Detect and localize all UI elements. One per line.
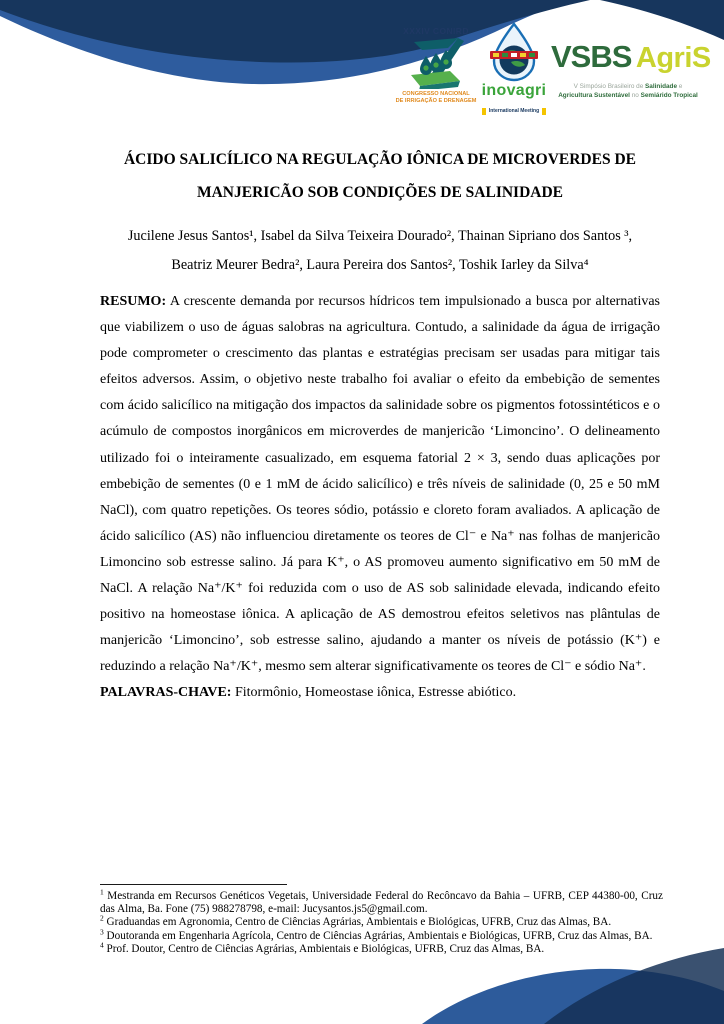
footnote-separator bbox=[100, 884, 287, 885]
inovagri-caption: International Meeting bbox=[482, 108, 546, 115]
abstract-section bbox=[100, 289, 660, 707]
inovagri-logo-icon bbox=[487, 22, 541, 82]
keywords-paragraph bbox=[100, 680, 660, 706]
authors-line1: Jucilene Jesus Santos¹, Isabel da Silva Teixeira Dourado², Thainan Sipriano dos Santos ³, bbox=[127, 228, 633, 244]
footnote-1-text: Mestranda em Recursos Genéticos Vegetais, Universidade Federal do Recôncavo da Bahia – UFRB, CEP 44380-00, Cruz das Alma, Ba. Fone (75) 988278798, e-mail: Jucysantos.js5@gmail.com. bbox=[100, 890, 663, 916]
footnote-4-text: Prof. Doutor, Centro de Ciências Agrárias, Ambientais e Biológicas, UFRB, Cruz das Almas, BA. bbox=[106, 942, 545, 955]
vsbs-subtitle bbox=[551, 83, 705, 100]
authors bbox=[100, 222, 660, 280]
paper-title-line1: ÁCIDO SALICÍLICO NA REGULAÇÃO IÔNICA DE MICROVERDES DE bbox=[123, 151, 636, 168]
inovagri-logo bbox=[467, 22, 561, 117]
footnote-3-text: Doutoranda em Engenharia Agrícola, Centro de Ciências Agrárias, Ambientais e Biológicas, UFRB, Cruz das Almas, BA. bbox=[106, 929, 653, 942]
conird-caption-line1: CONGRESSO NACIONAL bbox=[402, 91, 470, 97]
footnote-4 bbox=[100, 940, 663, 956]
abstract-label: RESUMO: bbox=[100, 294, 167, 309]
vsbs-subtitle-line1: V Simpósio Brasileiro de Salinidade e bbox=[573, 83, 683, 90]
vsbs-agris-logo bbox=[551, 39, 711, 100]
footnote-2-text: Graduandas em Agronomia, Centro de Ciências Agrárias, Ambientais e Biológicas, UFRB, Cruz das Almas, BA. bbox=[106, 916, 612, 929]
paper-title bbox=[100, 143, 660, 209]
vsbs-wordmark-accent: AgriS bbox=[635, 42, 711, 74]
vsbs-wordmark bbox=[551, 39, 711, 80]
keywords-text: Fitormônio, Homeostase iônica, Estresse abiótico. bbox=[234, 685, 517, 701]
conird-caption-line2: DE IRRIGAÇÃO E DRENAGEM bbox=[395, 98, 477, 104]
authors-line2: Beatriz Meurer Bedra², Laura Pereira dos Santos², Toshik Iarley da Silva⁴ bbox=[171, 257, 589, 273]
footnotes-section bbox=[100, 884, 663, 956]
header-logos bbox=[0, 0, 724, 140]
abstract-text: A crescente demanda por recursos hídricos tem impulsionado a busca por alternativas que viabilizem o uso de águas salobras na agricultura. Contudo, a salinidade da água de irrigação pode comprometer o crescimento das plantas e estratégias precisam ser usadas para mitigar tais efeitos adversos. Assim, o objetivo neste trabalho foi avaliar o efeito da embebição de sementes com ácido salicílico na mitigação dos impactos da salinidade sobre os pigmentos fotossintéticos e o acúmulo de compostos inorgânicos em microverdes de manjericão ‘Limoncino’. O delineamento utilizado foi o inteiramente casualizado, em esquema fatorial 2 × 3, sendo duas aplicações por embebição de sementes (0 e 1 mM de ácido salicílico) e três níveis de salinidade (0, 25 e 50 mM NaCl), com quatro repetições. Os teores sódio, potássio e cloreto foram avaliados. A aplicação de ácido salicílico (AS) não influenciou diretamente os teores de Cl⁻ e Na⁺ nas folhas de manjericão Limoncino sob estresse salino. Já para K⁺, o AS promoveu aumento significativo em 50 mM de NaCl. A relação Na⁺/K⁺ foi reduzida com o uso de AS sob salinidade elevada, indicando efeito positivo na homeostase iônica. A aplicação de AS demostrou efeitos seletivos nas plântulas de manjericão ‘Limoncino’, sob estresse salino, ajudando a manter os níveis de potássio (K⁺) e reduzindo a relação Na⁺/K⁺, mesmo sem alterar significativamente os teores de Cl⁻ e sódio Na⁺. bbox=[100, 294, 661, 675]
conird-logo-title: XXXIV CONIRD bbox=[403, 26, 469, 36]
vsbs-subtitle-line2: Agricultura Sustentável no Semiárido Tropical bbox=[558, 91, 698, 99]
footnote-3-marker: 3 bbox=[100, 926, 104, 936]
footnote-3 bbox=[100, 926, 663, 943]
keywords-label: PALAVRAS-CHAVE: bbox=[100, 685, 232, 701]
footnote-1-marker: 1 bbox=[100, 887, 104, 897]
conird-logo-icon bbox=[405, 37, 467, 89]
vsbs-wordmark-main: VSBS bbox=[551, 39, 632, 74]
footnote-4-marker: 4 bbox=[100, 940, 104, 950]
footnote-1 bbox=[100, 887, 663, 916]
inovagri-wordmark: inovagri bbox=[481, 82, 547, 99]
footnote-2-marker: 2 bbox=[100, 913, 104, 923]
abstract-paragraph bbox=[100, 289, 660, 680]
footnote-2 bbox=[100, 913, 663, 929]
paper-title-line2: MANJERICÃO SOB CONDIÇÕES DE SALINIDADE bbox=[196, 184, 564, 201]
